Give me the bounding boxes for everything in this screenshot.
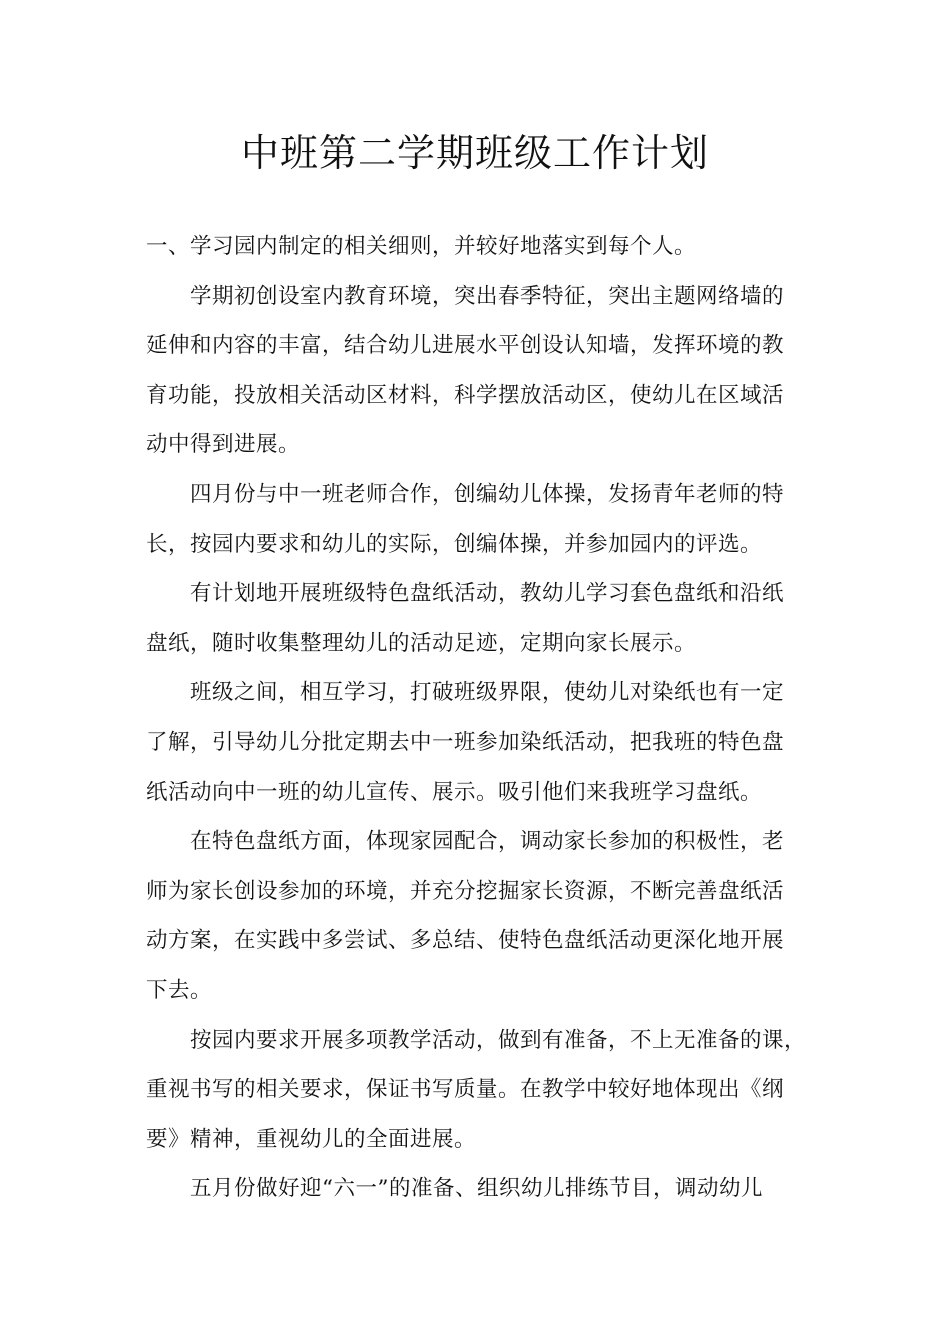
paragraph-line: 延伸和内容的丰富，结合幼儿进展水平创设认知墙，发挥环境的教 — [146, 333, 785, 359]
paragraph-line: 重视书写的相关要求，保证书写质量。在教学中较好地体现出《纲 — [146, 1077, 785, 1103]
paragraph-line: 四月份与中一班老师合作，创编幼儿体操，发扬青年老师的特 — [190, 481, 785, 507]
paragraph-line: 师为家长创设参加的环境，并充分挖掘家长资源，不断完善盘纸活 — [146, 878, 785, 904]
document-title: 中班第二学期班级工作计划 — [240, 131, 709, 175]
document-body — [146, 222, 836, 1214]
paragraph-line: 班级之间，相互学习，打破班级界限，使幼儿对染纸也有一定 — [190, 680, 785, 706]
paragraph-line: 动中得到进展。 — [146, 432, 301, 458]
paragraph-line: 纸活动向中一班的幼儿宣传、展示。吸引他们来我班学习盘纸。 — [146, 779, 763, 805]
paragraph-line: 按园内要求开展多项教学活动，做到有准备，不上无准备的课， — [190, 1027, 807, 1053]
paragraph-line: 动方案，在实践中多尝试、多总结、使特色盘纸活动更深化地开展 — [146, 928, 785, 954]
section-heading: 一、学习园内制定的相关细则，并较好地落实到每个人。 — [146, 234, 697, 259]
paragraph-line: 盘纸，随时收集整理幼儿的活动足迹，定期向家长展示。 — [146, 630, 697, 656]
paragraph-line: 下去。 — [146, 977, 213, 1003]
paragraph-line: 学期初创设室内教育环境，突出春季特征，突出主题网络墙的 — [190, 283, 785, 309]
paragraph-line: 育功能，投放相关活动区材料，科学摆放活动区，使幼儿在区域活 — [146, 382, 785, 408]
paragraph-line: 在特色盘纸方面，体现家园配合，调动家长参加的积极性，老 — [190, 829, 785, 855]
paragraph-line: 要》精神，重视幼儿的全面进展。 — [146, 1126, 477, 1152]
paragraph-line: 长，按园内要求和幼儿的实际，创编体操，并参加园内的评选。 — [146, 531, 763, 557]
paragraph-line: 有计划地开展班级特色盘纸活动，教幼儿学习套色盘纸和沿纸 — [190, 581, 785, 607]
paragraph-line: 了解，引导幼儿分批定期去中一班参加染纸活动，把我班的特色盘 — [146, 729, 785, 755]
paragraph-line: 五月份做好迎“六一”的准备、组织幼儿排练节目，调动幼儿 — [190, 1176, 763, 1202]
